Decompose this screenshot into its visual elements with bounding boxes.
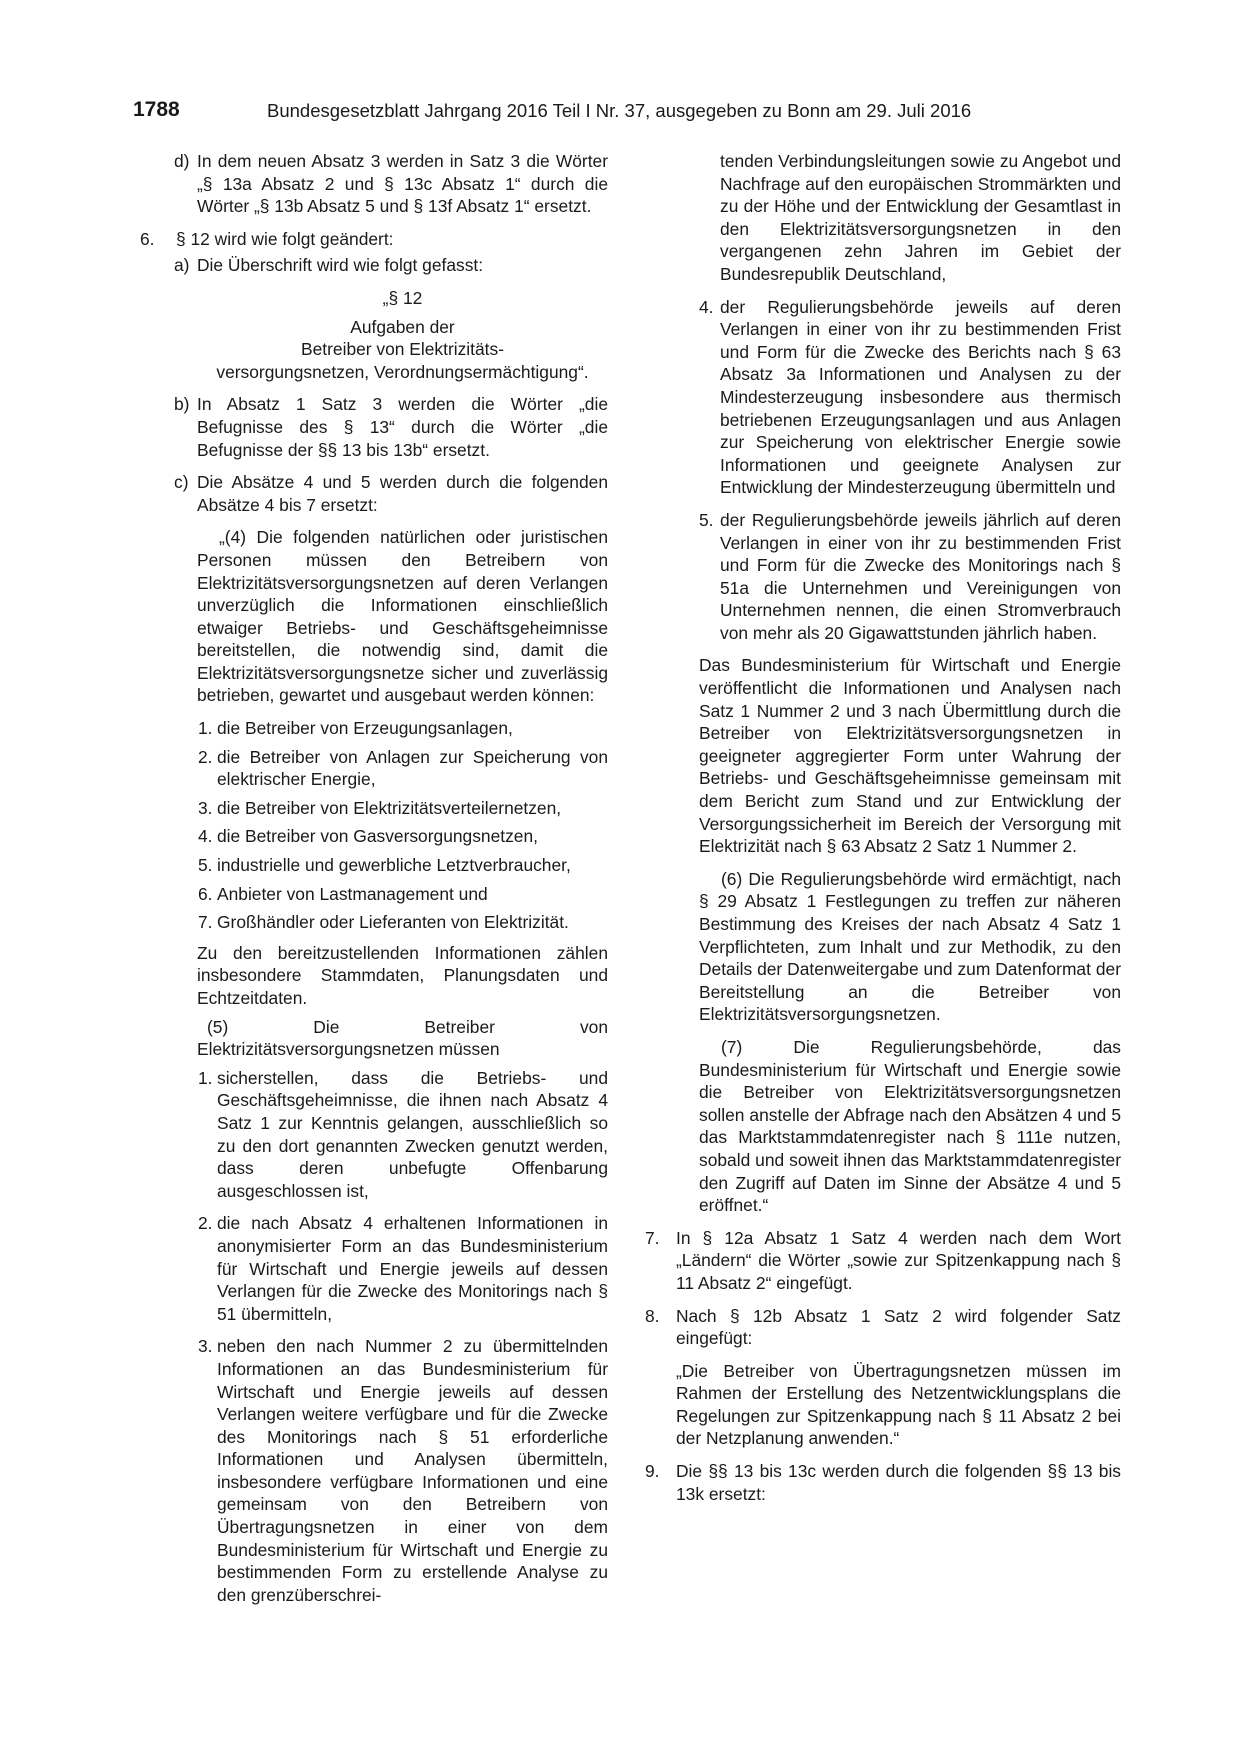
item-3-continued: tenden Verbindungsleitungen sowie zu Angebot und Nachfrage auf den europäischen Strommärkten und zu der Höhe und der Entwicklung der Gesamtlast in den Elektrizitätsversorgungsnetzen in den vergangenen zehn Jahren im Gebiet der Bundesrepublik Deutschland, [720,151,1121,284]
absatz-5-closing: Das Bundesministerium für Wirtschaft und Energie veröffentlicht die Informationen und Analysen nach Satz 1 Nummer 2 und 3 nach Übermittlung durch die Betreiber von Elektrizitätsversorgungsnetzen in geeigneter aggregierter Form unter Wahrung der Betriebs- und Geschäftsgeheimnisse gemeinsam mit dem Bericht zum Stand und zur Entwicklung der Versorgungssicherheit im Bereich der Versorgung mit Elektrizität nach § 63 Absatz 2 Satz 1 Nummer 2. [699,655,1121,857]
item-9 [645,1460,1121,1505]
item-b [132,393,608,461]
item-label: 4. [198,826,213,847]
item-label: c) [174,472,189,493]
absatz-7: (7) Die Regulierungsbehörde, das Bundesministerium für Wirtschaft und Energie sowie die Betreiber von Elektrizitätsversorgungsnetzen sollen anstelle der Abfrage nach den Absätzen 4 und 5 das Marktstammdatenregister nach § 111e nutzen, sobald und soweit ihnen das Marktstammdatenregister den Zugriff auf Daten im Sinne der Absätze 4 und 5 eröffnet.“ [699,1036,1121,1216]
item-text: § 12 wird wie folgt geändert: [176,228,394,249]
item-text: industrielle und gewerbliche Letztverbraucher, [217,855,571,876]
item-text: sicherstellen, dass die Betriebs- und Geschäftsgeheimnisse, die ihnen nach Absatz 4 Satz 1 zur Kenntnis gelangen, ausschließlich so zu den dort genannten Zwecken genutzt werden, dass deren unbefugte Offenbarung ausgeschlossen ist, [217,1067,608,1201]
item-label: 5. [699,509,714,530]
item-label: 3. [198,797,213,818]
item-c [132,471,608,516]
item-text: die Betreiber von Gasversorgungsnetzen, [217,826,538,847]
item-label: 6. [140,228,155,249]
item-label: 1. [198,1067,213,1088]
heading-line: Aufgaben der [350,316,455,337]
item-label: a) [174,255,190,276]
item-text: neben den nach Nummer 2 zu übermittelnden Informationen an das Bundesministerium für Wirtschaft und Energie jeweils auf dessen Verlangen weitere verfügbare und für die Zwecke des Monitorings nach § 51 erforderliche Informationen und Analysen übermitteln, insbesondere verfügbare Informationen und eine gemeinsam von den Betreibern von Übertragungsnetzen in einer von dem Bundesministerium für Wirtschaft und Energie zu bestimmenden Form zu erstellende Analyse zu den grenzüberschrei- [217,1336,608,1605]
list-item [132,746,608,791]
item-text: Die Absätze 4 und 5 werden durch die folgenden Absätze 4 bis 7 ersetzt: [197,472,608,515]
item-6 [132,228,608,251]
item-text: die nach Absatz 4 erhaltenen Informationen in anonymisierter Form an das Bundesministerium für Wirtschaft und Energie jeweils auf dessen Verlangen für die Zwecke des Monitorings nach § 51 übermitteln, [217,1213,608,1324]
item-text: Die §§ 13 bis 13c werden durch die folgenden §§ 13 bis 13k ersetzt: [676,1461,1121,1504]
item-text: Anbieter von Lastmanagement und [217,883,488,904]
item-label: b) [174,394,190,415]
page-header [133,99,1108,125]
item-text: der Regulierungsbehörde jeweils auf deren Verlangen in einer von ihr zu bestimmenden Frist und Form für die Zwecke des Berichts nach § 63 Absatz 3a Informationen und Analysen zu der Mindesterzeugung insbesondere aus thermisch betriebenen Erzeugungsanlagen und aus Anlagen zur Speicherung von elektrischer Energie sowie Informationen und geeignete Analysen zur Entwicklung der Mindesterzeugung übermitteln und [720,296,1121,498]
heading-line: Betreiber von Elektrizitäts- [301,339,504,360]
item-label: 5. [198,855,213,876]
heading-line: versorgungsnetzen, Verordnungsermächtigung“. [216,361,589,382]
absatz-4-intro: „(4) Die folgenden natürlichen oder juristischen Personen müssen den Betreibern von Elektrizitätsversorgungsnetzen auf deren Verlangen unverzüglich die Informationen einschließlich etwaiger Betriebs- und Geschäftsgeheimnisse bereitstellen, die notwendig sind, damit die Elektrizitätsversorgungsnetze sicher und zuverlässig betrieben, gewartet und ausgebaut werden können: [197,527,608,706]
page-number: 1788 [133,98,180,121]
list-item [132,717,608,740]
right-column [645,150,1121,1515]
item-text: die Betreiber von Anlagen zur Speicherung von elektrischer Energie, [217,746,608,790]
list-item [132,825,608,848]
absatz-6: (6) Die Regulierungsbehörde wird ermächtigt, nach § 29 Absatz 1 Festlegungen zu treffen zur näheren Bestimmung des Kreises der nach Absatz 4 Satz 1 Verpflichteten, zum Inhalt und zur Methodik, zu den Details der Datenweitergabe und zum Datenformat der Bereitstellung an die Betreiber von Elektrizitätsversorgungsnetzen. [699,868,1121,1025]
list-item [645,296,1121,499]
item-label: 2. [198,746,213,767]
item-8-quote: „Die Betreiber von Übertragungsnetzen müssen im Rahmen der Erstellung des Netzentwicklungsplans die Regelungen zur Spitzenkappung nach § 11 Absatz 2 bei der Netzplanung anwenden.“ [676,1360,1121,1449]
list-item [132,1335,608,1606]
list-item [132,854,608,877]
list-item [645,509,1121,645]
list-item [132,1067,608,1203]
item-label: d) [174,151,190,171]
list-item [132,797,608,820]
left-column [132,150,608,1616]
item-label: 4. [699,296,714,317]
absatz-4-closing: Zu den bereitzustellenden Informationen zählen insbesondere Stammdaten, Planungsdaten und Echtzeitdaten. [197,942,608,1008]
item-7 [645,1227,1121,1295]
absatz-5-intro: (5) Die Betreiber von Elektrizitätsversorgungsnetzen müssen [197,1016,608,1060]
item-8 [645,1305,1121,1350]
list-item [132,883,608,906]
item-text: Die Überschrift wird wie folgt gefasst: [197,255,484,276]
item-label: 2. [198,1213,213,1234]
item-text: Großhändler oder Lieferanten von Elektrizität. [217,912,569,933]
item-text: die Betreiber von Erzeugungsanlagen, [217,718,513,739]
item-label: 6. [198,883,213,904]
item-label: 3. [198,1336,213,1357]
item-label: 7. [645,1227,660,1248]
list-item [132,1212,608,1325]
section-heading [197,287,608,383]
item-text: die Betreiber von Elektrizitätsverteilernetzen, [217,797,562,818]
item-label: 8. [645,1305,660,1326]
item-a [132,254,608,277]
item-text: In dem neuen Absatz 3 werden in Satz 3 die Wörter „§ 13a Absatz 2 und § 13c Absatz 1“ durch die Wörter „§ 13b Absatz 5 und § 13f Absatz 1“ ersetzt. [197,151,608,217]
item-text: Nach § 12b Absatz 1 Satz 2 wird folgender Satz eingefügt: [676,1305,1121,1349]
item-d [132,150,608,218]
item-label: 1. [198,718,213,739]
item-text: In § 12a Absatz 1 Satz 4 werden nach dem Wort „Ländern“ die Wörter „sowie zur Spitzenkappung nach § 11 Absatz 2“ eingefügt. [676,1227,1121,1293]
item-label: 7. [198,912,213,933]
item-text: der Regulierungsbehörde jeweils jährlich auf deren Verlangen in einer von ihr zu bestimmenden Frist und Form für die Zwecke des Monitorings nach § 51a die Unternehmen und Vereinigungen von Unternehmen nennen, die einen Stromverbrauch von mehr als 20 Gigawattstunden jährlich haben. [720,509,1121,643]
list-item [132,911,608,934]
heading-line: „§ 12 [382,287,423,308]
gazette-title: Bundesgesetzblatt Jahrgang 2016 Teil I Nr. 37, ausgegeben zu Bonn am 29. Juli 2016 [267,100,972,121]
item-label: 9. [645,1461,660,1482]
item-text: In Absatz 1 Satz 3 werden die Wörter „die Befugnisse des § 13“ durch die Wörter „die Befugnisse der §§ 13 bis 13b“ ersetzt. [197,394,608,460]
